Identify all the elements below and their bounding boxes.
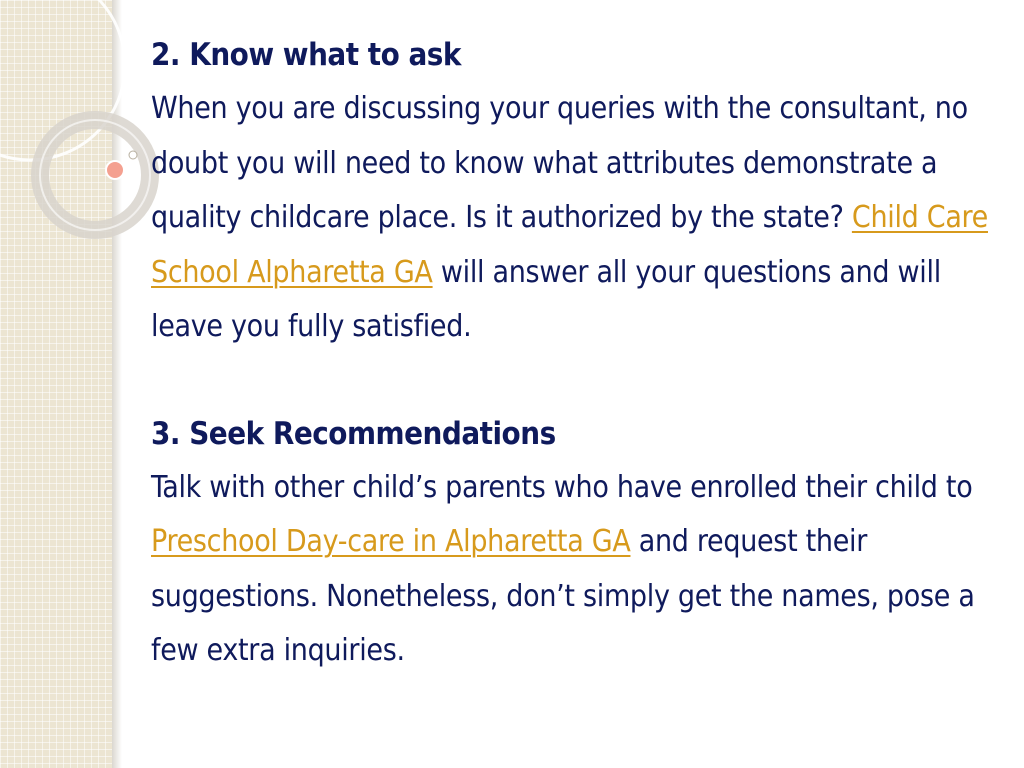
child-care-school-link[interactable]: Child Care School Alpharetta GA <box>151 200 988 290</box>
paragraph-text: When you are discussing your queries with the consultant, no doubt you will need to know what attributes demonstrate a quality childcare place. Is it authorized by the state? <box>151 91 968 235</box>
section-know-what-to-ask <box>151 28 1001 355</box>
slide-content <box>151 28 1001 679</box>
paragraph-text: and request their suggestions. Nonetheless, don’t simply get the names, pose a few extra inquiries. <box>151 524 975 668</box>
paragraph-text: will answer all your questions and will leave you fully satisfied. <box>151 254 941 344</box>
preschool-day-care-link[interactable]: Preschool Day-care in Alpharetta GA <box>151 524 631 559</box>
section-paragraph <box>151 82 1001 355</box>
decorative-pink-dot <box>106 161 124 179</box>
section-seek-recommendations <box>151 407 1001 679</box>
section-spacer <box>151 355 1001 407</box>
decorative-small-ring <box>129 151 137 159</box>
section-heading: 3. Seek Recommendations <box>151 415 556 452</box>
paragraph-text: Talk with other child’s parents who have enrolled their child to <box>151 469 973 505</box>
section-heading: 2. Know what to ask <box>151 37 461 73</box>
decorative-circles-graphic <box>0 0 150 260</box>
decorative-medium-ring-highlight <box>40 120 150 230</box>
section-paragraph <box>151 461 1001 679</box>
